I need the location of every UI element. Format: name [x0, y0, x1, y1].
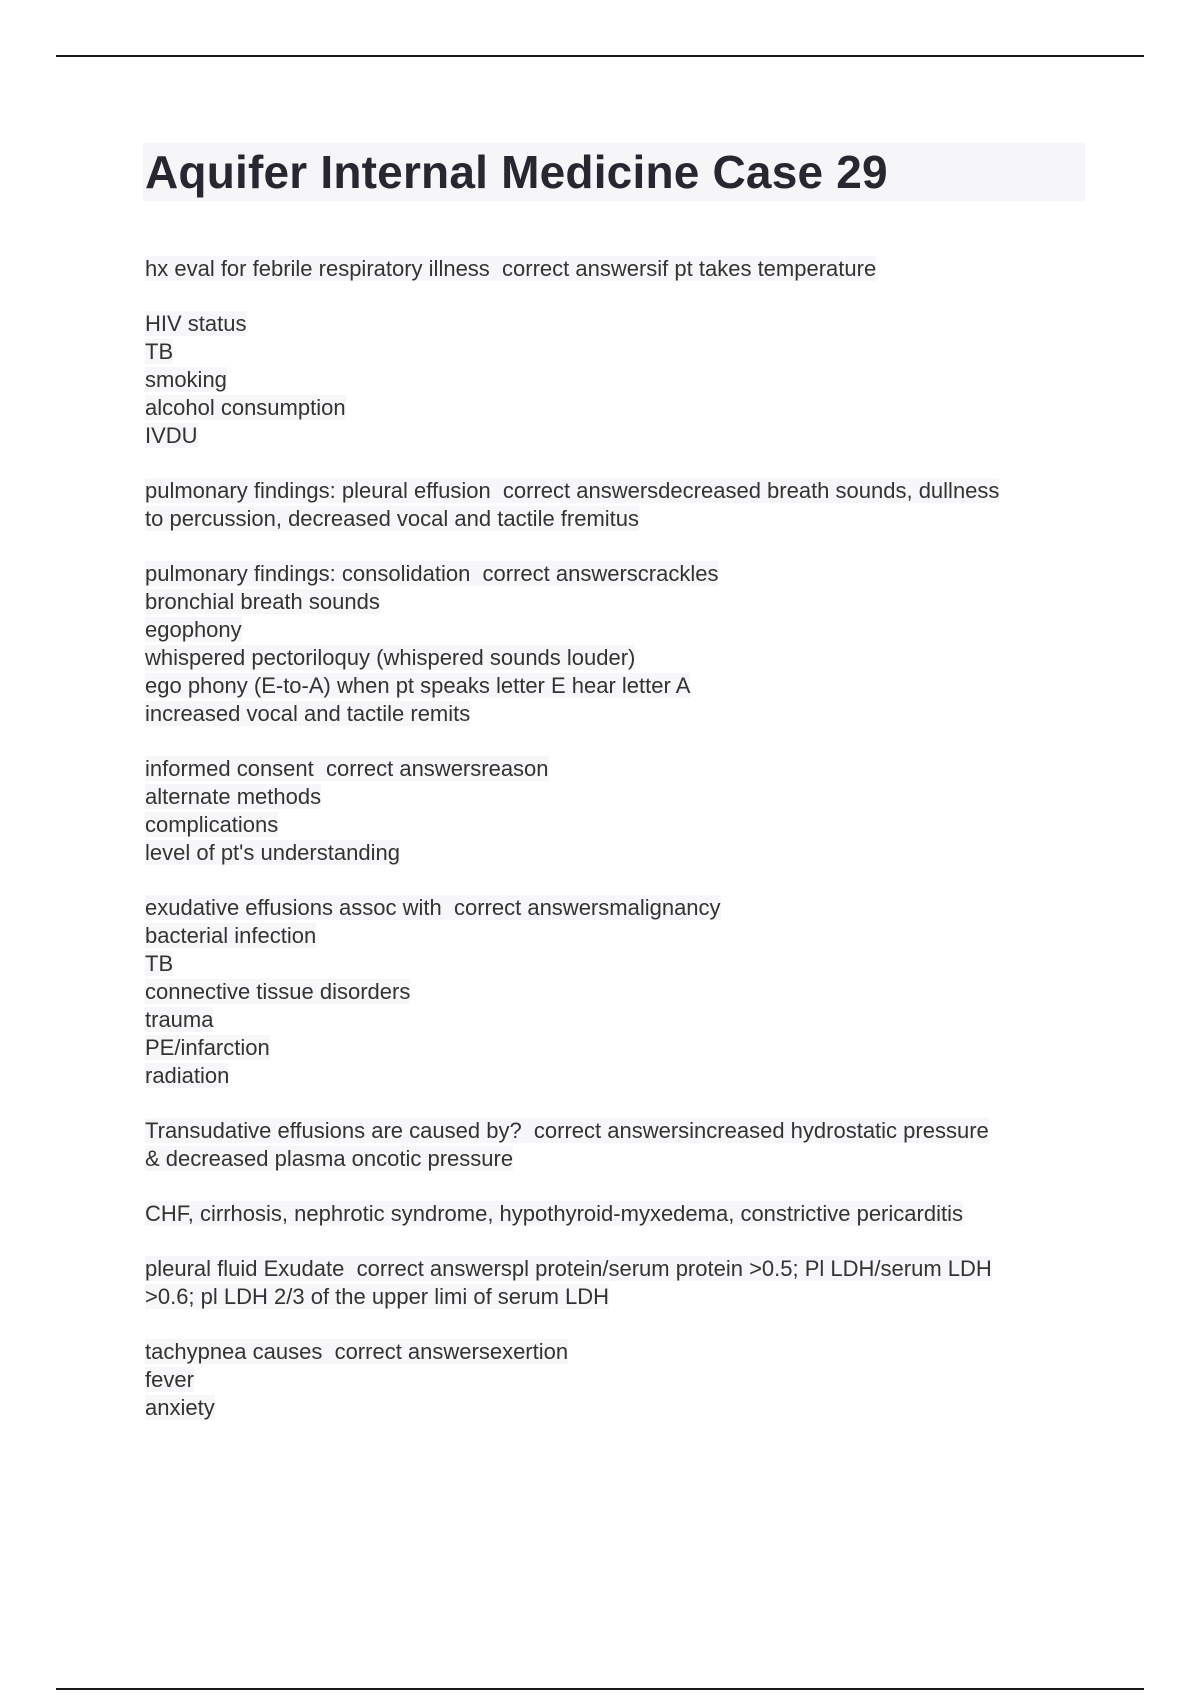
text-line: anxiety: [145, 1395, 215, 1420]
text-line: to percussion, decreased vocal and tactile fremitus: [145, 506, 640, 531]
text-line: HIV status: [145, 311, 247, 336]
qa-block: [145, 1117, 1085, 1173]
document-body: [145, 255, 1085, 1449]
text-line: alternate methods: [145, 784, 322, 809]
text-line: complications: [145, 812, 279, 837]
text-line: IVDU: [145, 423, 198, 448]
text-line: hx eval for febrile respiratory illness correct answersif pt takes temperature: [145, 256, 877, 281]
text-line: tachypnea causes correct answersexertion: [145, 1339, 569, 1364]
text-line: increased vocal and tactile remits: [145, 701, 471, 726]
page-title: Aquifer Internal Medicine Case 29: [143, 143, 1085, 201]
text-line: alcohol consumption: [145, 395, 346, 420]
text-line: >0.6; pl LDH 2/3 of the upper limi of serum LDH: [145, 1284, 610, 1309]
text-line: pulmonary findings: consolidation correct answerscrackles: [145, 561, 719, 586]
text-line: radiation: [145, 1063, 230, 1088]
text-line: fever: [145, 1367, 194, 1392]
text-line: informed consent correct answersreason: [145, 756, 549, 781]
qa-block: [145, 1338, 1085, 1422]
text-line: bacterial infection: [145, 923, 317, 948]
qa-block: [145, 310, 1085, 450]
text-line: TB: [145, 339, 174, 364]
footer-rule: [56, 1688, 1144, 1690]
text-line: bronchial breath sounds: [145, 589, 380, 614]
text-line: exudative effusions assoc with correct answersmalignancy: [145, 895, 721, 920]
text-line: CHF, cirrhosis, nephrotic syndrome, hypothyroid-myxedema, constrictive pericarditis: [145, 1201, 963, 1226]
text-line: connective tissue disorders: [145, 979, 411, 1004]
qa-block: [145, 560, 1085, 728]
text-line: trauma: [145, 1007, 214, 1032]
text-line: Transudative effusions are caused by? correct answersincreased hydrostatic pressure: [145, 1118, 989, 1143]
text-line: level of pt's understanding: [145, 840, 400, 865]
text-line: pleural fluid Exudate correct answerspl protein/serum protein >0.5; Pl LDH/serum LDH: [145, 1256, 992, 1281]
qa-block: [145, 894, 1085, 1090]
text-line: egophony: [145, 617, 242, 642]
text-line: TB: [145, 951, 174, 976]
text-line: smoking: [145, 367, 227, 392]
text-line: whispered pectoriloquy (whispered sounds louder): [145, 645, 636, 670]
text-line: PE/infarction: [145, 1035, 270, 1060]
header-rule: [56, 55, 1144, 57]
text-line: & decreased plasma oncotic pressure: [145, 1146, 514, 1171]
qa-block: [145, 755, 1085, 867]
text-line: ego phony (E-to-A) when pt speaks letter E hear letter A: [145, 673, 691, 698]
qa-block: [145, 1255, 1085, 1311]
qa-block: [145, 477, 1085, 533]
qa-block: [145, 1200, 1085, 1228]
text-line: pulmonary findings: pleural effusion correct answersdecreased breath sounds, dullness: [145, 478, 1000, 503]
qa-block: [145, 255, 1085, 283]
